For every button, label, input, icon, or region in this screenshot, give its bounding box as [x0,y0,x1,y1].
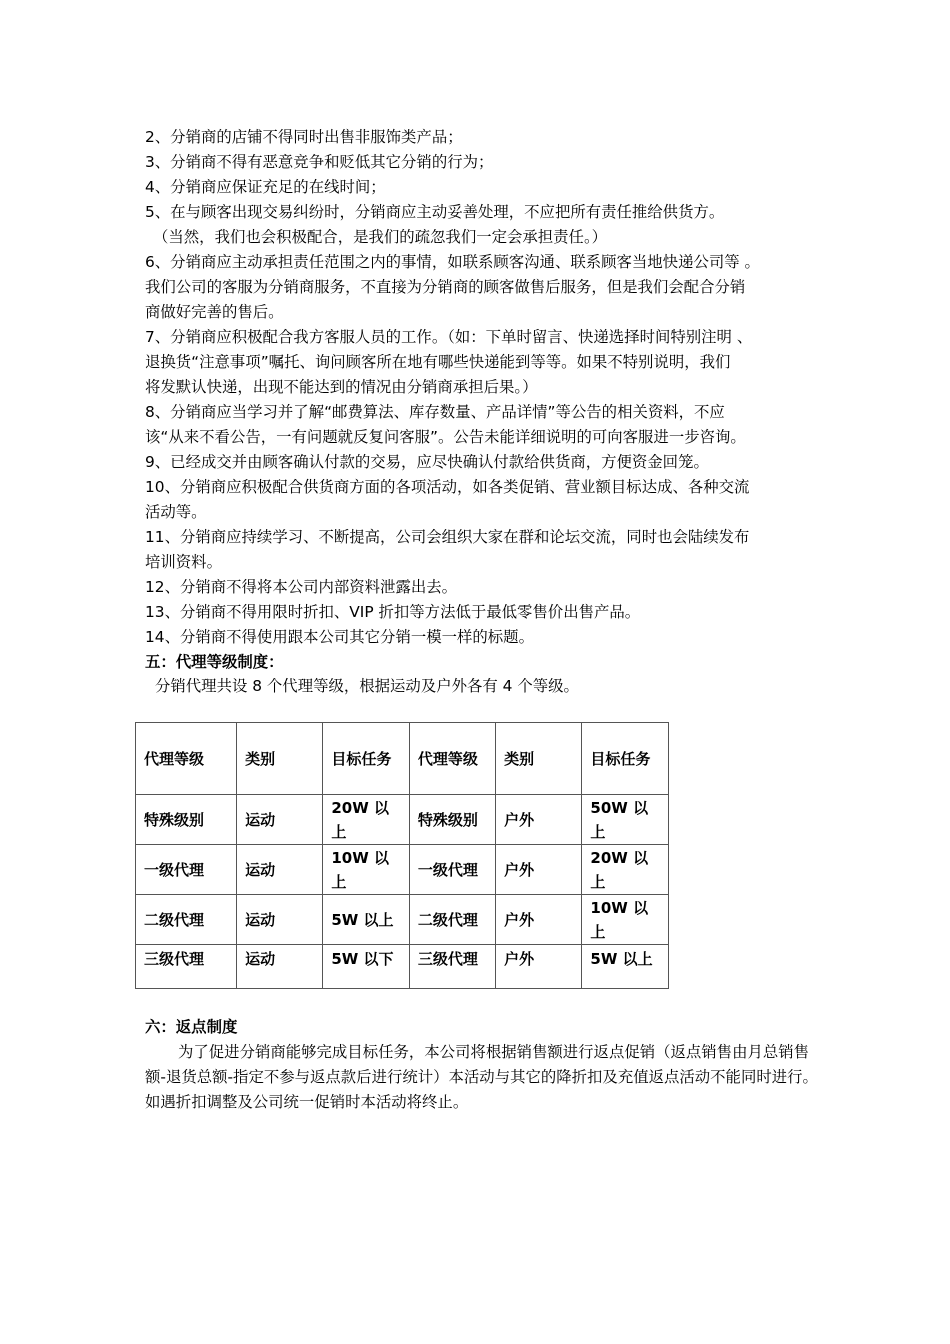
rule-line: 13、分销商不得用限时折扣、VIP 折扣等方法低于最低零售价出售产品。 [145,603,641,621]
rule-line: 活动等。 [145,503,207,521]
section5-heading: 五：代理等级制度： [145,653,284,671]
table-cell: 5W 以上 [323,895,410,945]
header-cell: 代理等级 [136,723,237,795]
rule-line: 2、分销商的店铺不得同时出售非服饰类产品； [145,128,463,146]
rule-line: 6、分销商应主动承担责任范围之内的事情，如联系顾客沟通、联系顾客当地快递公司等 。 [145,253,760,271]
table-cell: 运动 [237,945,323,989]
table-cell: 二级代理 [136,895,237,945]
rule-line: 11、分销商应持续学习、不断提高，公司会组织大家在群和论坛交流，同时也会陆续发布 [145,528,750,546]
rule-line: 商做好完善的售后。 [145,303,284,321]
table-cell: 特殊级别 [409,795,495,845]
table-cell: 特殊级别 [136,795,237,845]
table-cell: 20W 以上 [582,845,669,895]
rule-line: 10、分销商应积极配合供货商方面的各项活动，如各类促销、营业额目标达成、各种交流 [145,478,750,496]
table-cell: 三级代理 [136,945,237,989]
rule-line: 4、分销商应保证充足的在线时间； [145,178,386,196]
table-row [136,845,669,895]
table-header-row [136,723,669,795]
header-cell: 类别 [496,723,582,795]
table-cell: 5W 以下 [323,945,410,989]
table-cell: 10W 以上 [582,895,669,945]
rule-line: 3、分销商不得有恶意竞争和贬低其它分销的行为； [145,153,494,171]
section6-heading: 六：返点制度 [145,1018,238,1036]
rule-line: 12、分销商不得将本公司内部资料泄露出去。 [145,578,458,596]
table-cell: 户外 [496,795,582,845]
table-cell: 20W 以上 [323,795,410,845]
table-cell: 一级代理 [136,845,237,895]
section6-body: 为了促进分销商能够完成目标任务，本公司将根据销售额进行返点促销（返点销售由月总销售额-退货总额-指定不参与返点款后进行统计）本活动与其它的降折扣及充值返点活动不能同时进行。如遇折扣调整及公司统一促销时本活动将终止。 [145,1043,818,1111]
table-cell: 运动 [237,895,323,945]
table-cell: 二级代理 [409,895,495,945]
table-cell: 10W 以上 [323,845,410,895]
table-row [136,895,669,945]
rule-line: 将发默认快递，出现不能达到的情况由分销商承担后果。） [145,378,538,396]
rule-line: 7、分销商应积极配合我方客服人员的工作。（如：下单时留言、快递选择时间特别注明 、 [145,328,753,346]
rule-line: 8、分销商应当学习并了解“邮费算法、库存数量、产品详情”等公告的相关资料，不应 [145,403,725,421]
rule-line: 14、分销商不得使用跟本公司其它分销一模一样的标题。 [145,628,534,646]
table-cell: 运动 [237,795,323,845]
distributor-rules [145,125,825,675]
rebate-section [145,1015,825,1115]
agent-tier-table [135,722,669,989]
section5-intro: 分销代理共设 8 个代理等级，根据运动及户外各有 4 个等级。 [155,677,579,695]
table-cell: 户外 [496,945,582,989]
header-cell: 代理等级 [409,723,495,795]
rule-line: （当然，我们也会积极配合，是我们的疏忽我们一定会承担责任。） [153,228,608,246]
rule-line: 5、在与顾客出现交易纠纷时，分销商应主动妥善处理，不应把所有责任推给供货方。 [145,203,725,221]
table-cell: 50W 以上 [582,795,669,845]
table-cell: 三级代理 [409,945,495,989]
table-row [136,795,669,845]
table-cell: 5W 以上 [582,945,669,989]
table-cell: 运动 [237,845,323,895]
header-cell: 目标任务 [582,723,669,795]
rule-line: 培训资料。 [145,553,222,571]
rule-line: 9、已经成交并由顾客确认付款的交易，应尽快确认付款给供货商，方便资金回笼。 [145,453,709,471]
table-cell: 户外 [496,845,582,895]
header-cell: 目标任务 [323,723,410,795]
rule-line: 我们公司的客服为分销商服务，不直接为分销商的顾客做售后服务，但是我们会配合分销 [145,278,746,296]
rule-line: 退换货“注意事项”嘱托、询问顾客所在地有哪些快递能到等等。如果不特别说明，我们 [145,353,731,371]
table-row [136,945,669,989]
table-cell: 一级代理 [409,845,495,895]
table-cell: 户外 [496,895,582,945]
header-cell: 类别 [237,723,323,795]
rule-line: 该“从来不看公告，一有问题就反复问客服”。公告未能详细说明的可向客服进一步咨询。 [145,428,746,446]
